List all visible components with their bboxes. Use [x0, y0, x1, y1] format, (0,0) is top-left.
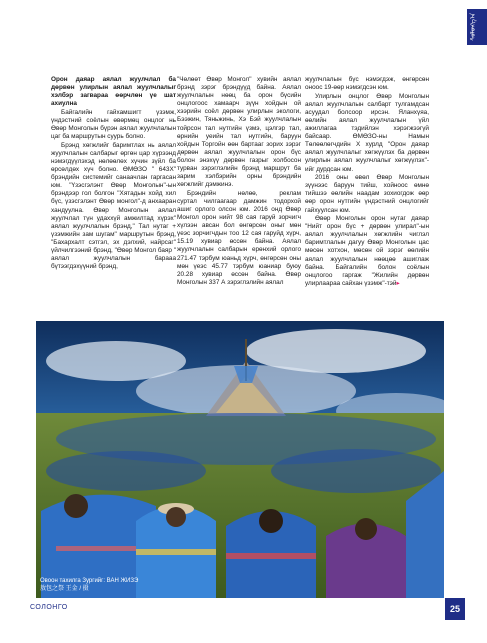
article-paragraph — [305, 215, 429, 288]
paragraph-text: жуулчлалын бүс нэмэгдэж, өнгөрсөн оноос 19-өөр нэмэгдсэн юм. — [305, 76, 429, 92]
section-side-tab — [467, 9, 487, 45]
paragraph-text: "Чөлөөт Өвөр Монгол" хувийн аялал брэнд зэрэг брэндүүд байна. Аялал жуулчлалын нөөц ба орон бүсийн онцлогоос хамаарч зүүн хойдын ой хээрийн соёл дөрвөн улирлын экологи, Бээжин, Тяньжинь, Хэ Бэй жуулчлалын тойрсон тал нутгийн үзмэ, цэлгэр тал, өрнийн уеийн тал нутгийн, баруун хойдын Торгойн өөн бартааг зорих зэрэг дөрвөн аялал жуулчлалын орон бүс болон энэхүү дөрвөн газрыг холбосон турван зэрэглэлийн брэнд маршрут ба зарим хэлбэрийн орны брэндийн хөгжлийг дэмжинэ. — [177, 76, 301, 189]
article-end-mark: ▸ — [396, 279, 400, 287]
article-column-1 — [51, 76, 176, 272]
side-tab-label: ᠰᠣᠯᠣᠩᠭ᠎ᠠ — [469, 13, 477, 41]
article-paragraph — [305, 174, 429, 214]
article-column-3 — [305, 76, 429, 288]
magazine-name: СОЛОНГО — [30, 604, 68, 611]
paragraph-text: Өвөр Монголын орон нутаг даяар "Нийт орон бүс + дөрвөн улирал"-ын аялал жуулчлалын хөгжлийн чиглэл баримтлалын дагуу Өвөр Монголын цас мөсөн хотхон, мөсөн ой зэрэг өөлийн аялал жуулчлалын нөөцөө ашиглаж байна. Байгалийн болон соёлын онцлогоо гаргаж "Жилийн дөрвөн улирлаараа сайхан үзэмж"-тэй — [305, 215, 429, 287]
paragraph-text: Байгалийн гайхамшигт үзэмж, үндэстний соёлын өвөрмөц онцлог нь Өвөр Монголын бүрэн аялал жуулчлалын цаг ба маршрутын суурь болно. — [51, 108, 176, 141]
paragraph-text: 2016 оны өвөл Өвөр Монголын зүүнээс баруун тийш, хойноос өмнө тийшээ өөлийн наадам зохиогдож өөр өөр орон нутгийн үндэстний онцлогийг гайхуулсан юм. — [305, 174, 429, 214]
article-paragraph — [177, 76, 301, 189]
article-paragraph — [51, 142, 176, 272]
article-column-2 — [177, 76, 301, 287]
paragraph-text: Брэнд хөгжлийг баримтлах нь аялал жуулчлалын салбарыг өргөн цар хүрээнд нэмэгдүүлэхэд нөлөөлөх хүчин зүйл ба өрсөлдөх хүч болно. ӨМӨЗО " 643Х" брэндийн системийг санаачлан гаргасан юм. "Үзэсгэлэнт Өвөр Монголын"-ын брэндээр гол болгон "Хятадын хойд хил бүс, үзэсгэлэнт Өвөр монгол"-д анхааран хандуулна. Өвөр Монголын аялал жуулчлал түн удаххүй амжилтад хүрэх" аялал жуулчлалын брэнд," Тал нутаг + үзэмжийн зам шугам" маршрутын брэнд, "Бахархалт сэтгэл, эх дэлхий, найрсаг" үйлчилгээний брэнд, "Өвөр Монгол баяр " аялал жуулчлалын барааа бүтээгдэхүүний брэнд, — [51, 141, 176, 271]
ovoo-ceremony-photo — [36, 321, 444, 598]
article-paragraph — [177, 190, 301, 287]
paragraph-text: Орон даяар аялал жуулчлал ба дөрвөн улирлын аялал жуулчлалыг хэлбэр загвараа өөрчлөн үе шат ахиулна — [51, 76, 176, 108]
paragraph-text: Улирлын онцлог Өвөр Монголын аялал жуулчлалын салбарт тулгамдсан асуудал болсоор ирсэн. Яланхүяа, өөлийн аялал жуулчлалын үйл ажиллагаа тэдийлэн хэрэгжээгүй байсаар. ӨМӨЗО-ны Намын Төлөөлөгчдийн Х хурлд "Орон даяар аялал жуулчлалыг хөгжүүлэх ба дөрвөн улирлын аялал жуулчлалыг хөгжүүлэх"-ийг дурдсан юм. — [305, 92, 429, 173]
article-paragraph — [305, 93, 429, 174]
paragraph-text: Брэндийн нөлөө, реклам суртал чилгаагаар дамжин тодорхой ашиг орлого олсон юм. 2016 онд Өвөр Монгол орон нийт 98 сая гаруй зорчигч хүлээн авсан бол өнгөрсөн оныг мөн үеэс зорчигчдын тоо 12 сая гаруйд хүрч, 15.19 хувиар өссөн байна. Аялал жуулчлалын салбарын ерөнхий орлого 271.47 тэрбум юаньд хүрч, өнгөрсөн оны мөн үеэс 45.77 тэрбум юаниар буюу 20.28 хувиар өссөн байна. Өвөр Монголын 337 А зэрэглэлийн аялал — [177, 189, 301, 286]
article-paragraph — [305, 76, 429, 92]
photo-caption-line-2: 敖包之祭 王金 / 摄 — [40, 586, 89, 592]
article-section-heading — [51, 76, 176, 108]
article-paragraph — [51, 109, 176, 141]
photo-caption — [40, 577, 138, 593]
photo-illustration — [36, 321, 444, 598]
photo-caption-line-1: Овоон тахилга Зургийг: ВАН ЖИЗЭ — [40, 578, 139, 584]
page-number: 25 — [445, 598, 465, 620]
